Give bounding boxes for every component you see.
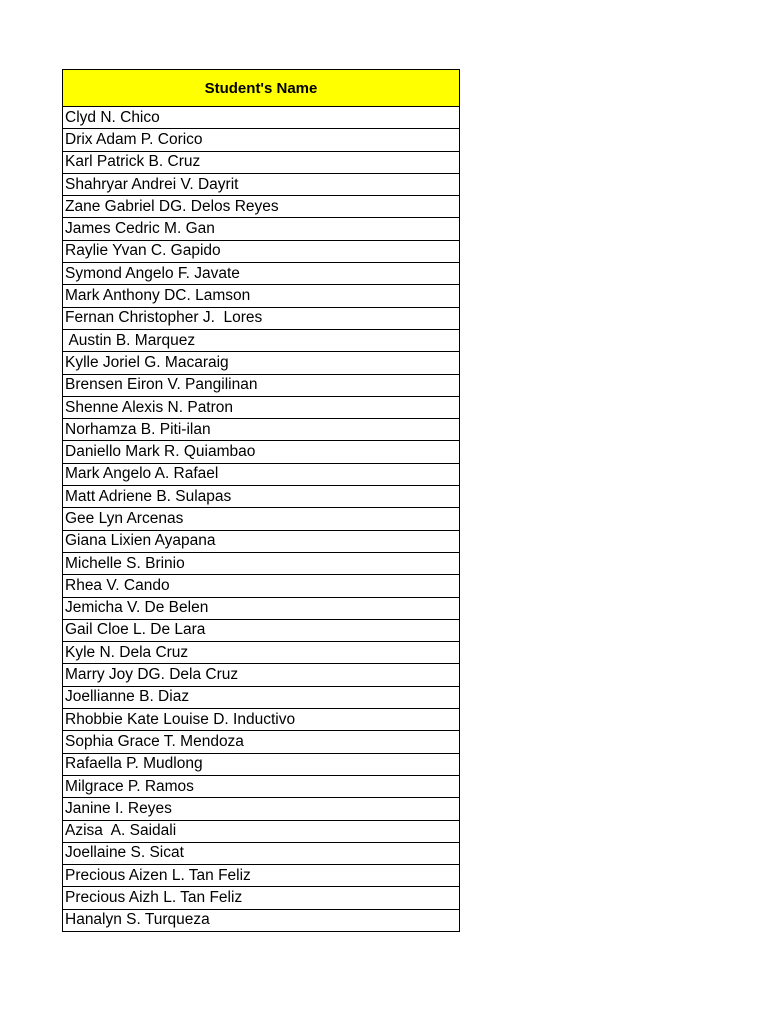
student-name-cell[interactable]: Gee Lyn Arcenas <box>63 508 460 530</box>
student-name-cell[interactable]: Sophia Grace T. Mendoza <box>63 731 460 753</box>
header-row <box>63 70 460 107</box>
student-name-cell[interactable]: Kylle Joriel G. Macaraig <box>63 352 460 374</box>
table-row <box>63 508 460 530</box>
student-name-cell[interactable]: Gail Cloe L. De Lara <box>63 619 460 641</box>
table-row <box>63 218 460 240</box>
student-name-cell[interactable]: Hanalyn S. Turqueza <box>63 909 460 931</box>
table-row <box>63 285 460 307</box>
student-name-cell[interactable]: Brensen Eiron V. Pangilinan <box>63 374 460 396</box>
table-row <box>63 151 460 173</box>
table-row <box>63 374 460 396</box>
table-row <box>63 463 460 485</box>
student-name-cell[interactable]: Daniello Mark R. Quiambao <box>63 441 460 463</box>
student-name-cell[interactable]: Mark Anthony DC. Lamson <box>63 285 460 307</box>
student-name-table <box>62 69 460 932</box>
table-header <box>63 70 460 107</box>
table-row <box>63 552 460 574</box>
table-row <box>63 107 460 129</box>
student-name-cell[interactable]: Clyd N. Chico <box>63 107 460 129</box>
student-name-cell[interactable]: Azisa A. Saidali <box>63 820 460 842</box>
table-row <box>63 173 460 195</box>
table-row <box>63 731 460 753</box>
table-row <box>63 909 460 931</box>
student-name-cell[interactable]: Rhea V. Cando <box>63 575 460 597</box>
student-name-cell[interactable]: Rafaella P. Mudlong <box>63 753 460 775</box>
student-name-cell[interactable]: Shahryar Andrei V. Dayrit <box>63 173 460 195</box>
student-name-cell[interactable]: Giana Lixien Ayapana <box>63 530 460 552</box>
student-name-cell[interactable]: Precious Aizen L. Tan Feliz <box>63 865 460 887</box>
table-row <box>63 307 460 329</box>
student-name-cell[interactable]: Kyle N. Dela Cruz <box>63 642 460 664</box>
table-row <box>63 865 460 887</box>
student-name-cell[interactable]: Raylie Yvan C. Gapido <box>63 240 460 262</box>
table-row <box>63 775 460 797</box>
table-row <box>63 619 460 641</box>
student-name-cell[interactable]: Norhamza B. Piti-ilan <box>63 419 460 441</box>
student-name-cell[interactable]: Precious Aizh L. Tan Feliz <box>63 887 460 909</box>
table-row <box>63 486 460 508</box>
student-name-cell[interactable]: Mark Angelo A. Rafael <box>63 463 460 485</box>
student-name-cell[interactable]: Karl Patrick B. Cruz <box>63 151 460 173</box>
student-name-cell[interactable]: Joellianne B. Diaz <box>63 686 460 708</box>
student-name-cell[interactable]: Zane Gabriel DG. Delos Reyes <box>63 196 460 218</box>
student-name-cell[interactable]: Joellaine S. Sicat <box>63 842 460 864</box>
student-name-cell[interactable]: Symond Angelo F. Javate <box>63 263 460 285</box>
table-row <box>63 664 460 686</box>
student-name-cell[interactable]: Matt Adriene B. Sulapas <box>63 486 460 508</box>
table-row <box>63 396 460 418</box>
table-row <box>63 419 460 441</box>
table-row <box>63 441 460 463</box>
table-row <box>63 575 460 597</box>
student-name-cell[interactable]: Marry Joy DG. Dela Cruz <box>63 664 460 686</box>
student-name-cell[interactable]: Drix Adam P. Corico <box>63 129 460 151</box>
table-row <box>63 753 460 775</box>
student-name-cell[interactable]: Austin B. Marquez <box>63 329 460 351</box>
student-name-cell[interactable]: James Cedric M. Gan <box>63 218 460 240</box>
table-body <box>63 107 460 932</box>
table-row <box>63 709 460 731</box>
student-name-cell[interactable]: Jemicha V. De Belen <box>63 597 460 619</box>
student-name-cell[interactable]: Fernan Christopher J. Lores <box>63 307 460 329</box>
student-name-cell[interactable]: Janine I. Reyes <box>63 798 460 820</box>
student-name-cell[interactable]: Michelle S. Brinio <box>63 552 460 574</box>
table-row <box>63 263 460 285</box>
table-row <box>63 842 460 864</box>
table-row <box>63 240 460 262</box>
table-row <box>63 597 460 619</box>
table-row <box>63 686 460 708</box>
table-row <box>63 798 460 820</box>
student-name-cell[interactable]: Milgrace P. Ramos <box>63 775 460 797</box>
table-row <box>63 887 460 909</box>
header-cell-students-name[interactable]: Student's Name <box>63 70 460 107</box>
table-row <box>63 329 460 351</box>
table-row <box>63 196 460 218</box>
table-row <box>63 642 460 664</box>
table-row <box>63 820 460 842</box>
student-name-cell[interactable]: Rhobbie Kate Louise D. Inductivo <box>63 709 460 731</box>
table-row <box>63 352 460 374</box>
table-row <box>63 530 460 552</box>
table-row <box>63 129 460 151</box>
student-name-cell[interactable]: Shenne Alexis N. Patron <box>63 396 460 418</box>
